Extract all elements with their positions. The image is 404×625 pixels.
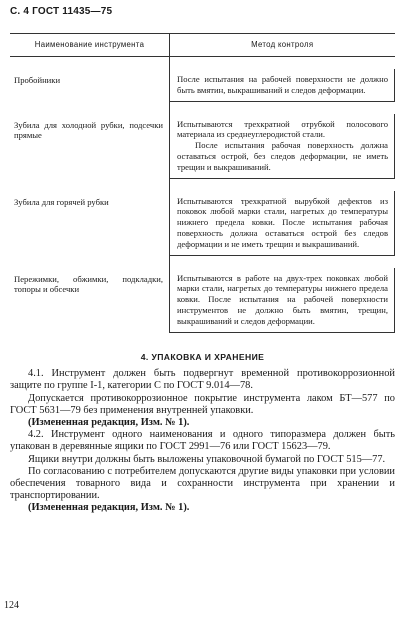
table-row [10, 191, 395, 255]
paragraph: По согласованию с потребителем допускаются другие виды упаковки при условии обеспечения товарного вида и сохранности инструмента при хранении и транспортировании. [10, 465, 395, 502]
control-method [170, 114, 395, 178]
control-method: После испытания на рабочей поверхности не должно быть вмятин, выкрашиваний и следов деформации. [170, 69, 395, 101]
method-paragraph: После испытания рабочая поверхность должна оставаться острой, без следов деформации, не иметь трещин и выкрашиваний. [177, 140, 388, 172]
paragraph: Ящики внутри должны быть выложены упаковочной бумагой по ГОСТ 515—77. [28, 453, 386, 465]
section-title: 4. УПАКОВКА И ХРАНЕНИЕ [140, 352, 265, 362]
control-method: Испытываются трехкратной вырубкой дефектов из поковок любой марки стали, нагретых до температуры нижнего предела ковки. После испытания рабочая поверхность должна оставаться острой без следов деформации и не иметь трещин и выкрашиваний. [170, 191, 395, 255]
control-method: Испытываются в работе на двух-трех поковках любой марки стали, нагретых до температуры нижнего предела ковки. После испытания на рабочей поверхности инструментов не должно быть вмятин, трещин, выкрашиваний и следов деформации. [170, 268, 395, 332]
table-row [10, 114, 395, 178]
tool-name: Пережимки, обжимки, подкладки, топоры и обсечки [14, 273, 163, 295]
inspection-table [10, 33, 395, 333]
paragraph: 4.1. Инструмент должен быть подвергнут временной противокоррозионной защите по группе I-1, категории С по ГОСТ 9.014—78. [10, 368, 395, 392]
method-paragraph: Испытываются трехкратной отрубкой полосового материала из среднеуглеродистой стали. [177, 118, 388, 140]
amendment-note: (Измененная редакция, Изм. № 1). [28, 417, 190, 429]
tool-name: Пробойники [14, 75, 61, 85]
table-row [10, 69, 395, 101]
page-number: 124 [4, 600, 19, 611]
paragraph: 4.2. Инструмент одного наименования и одного типоразмера должен быть упакован в деревянные ящики по ГОСТ 2991—76 или ГОСТ 15623—79. [10, 429, 395, 453]
amendment-note: (Измененная редакция, Изм. № 1). [28, 502, 190, 514]
column-header-method: Метод контроля [170, 34, 395, 57]
paragraph: Допускается противокоррозионное покрытие инструмента лаком БТ—577 по ГОСТ 5631—79 без применения внутренней упаковки. [10, 392, 395, 416]
tool-name: Зубила для холодной рубки, подсечки прямые [14, 119, 163, 141]
column-header-tool: Наименование инструмента [10, 34, 170, 57]
section-packaging [10, 351, 395, 515]
page-header: С. 4 ГОСТ 11435—75 [10, 6, 113, 17]
table-header-row [10, 34, 395, 57]
tool-name: Зубила для горячей рубки [14, 196, 109, 207]
table-row [10, 268, 395, 332]
